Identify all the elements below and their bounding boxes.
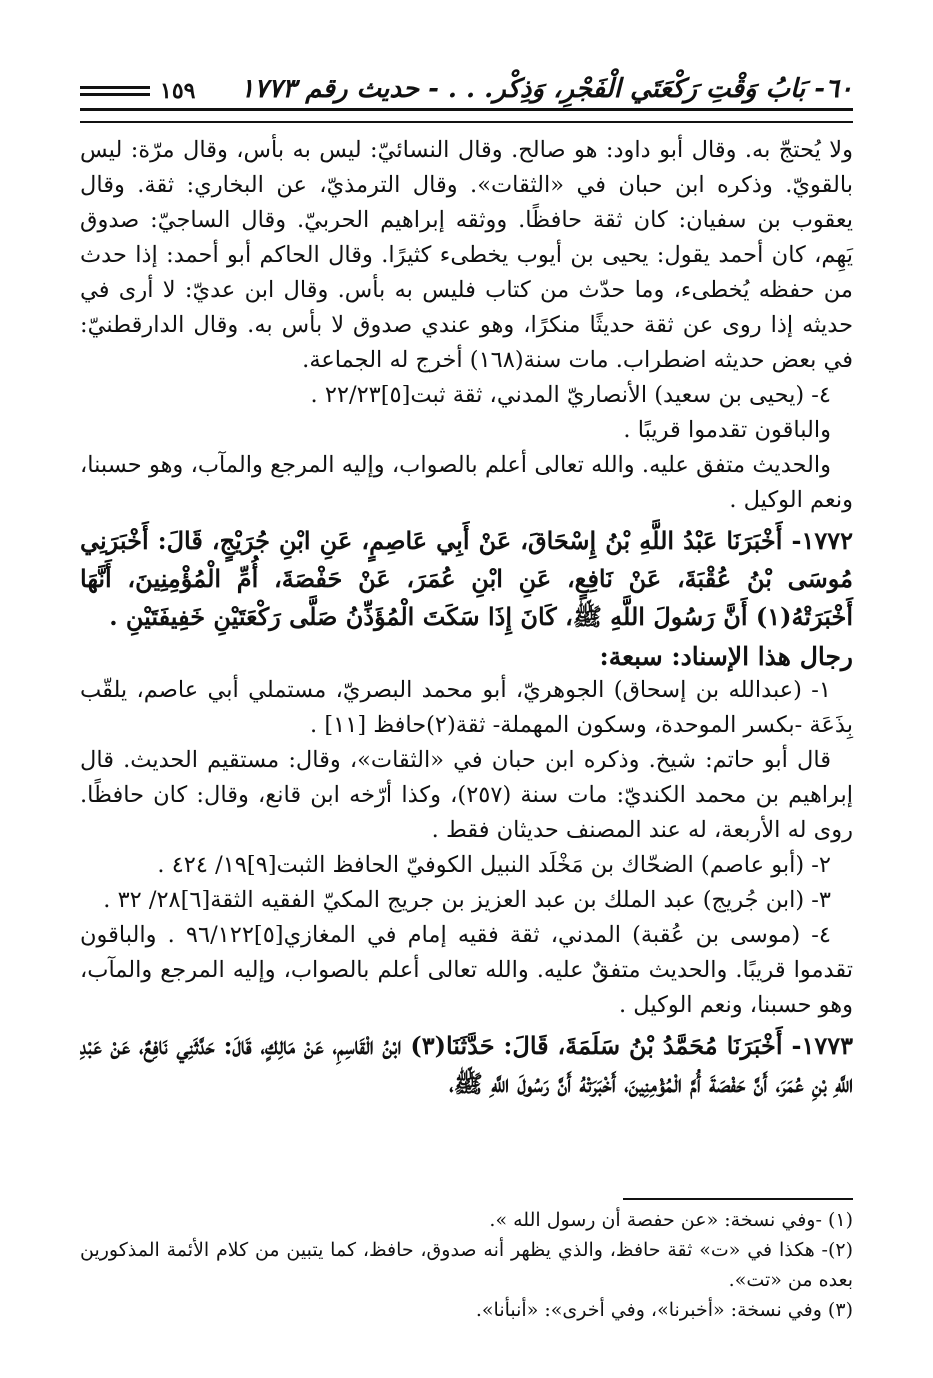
footnotes bbox=[80, 1205, 853, 1325]
narrator-entry-4: ٤- (يحيى بن سعيد) الأنصاريّ المدني، ثقة ثبت[٥]٢٢/٢٣ . bbox=[310, 382, 831, 408]
chapter-title: ٦٠- بَابُ وَقْتِ رَكْعَتَي الْفَجْرِ، وَذِكْر. . . - حديث رقم ١٧٧٣ bbox=[240, 74, 853, 104]
footnote-separator bbox=[623, 1198, 853, 1200]
footnote-2: (٢)- هكذا في «ت» ثقة حافظ، والذي يظهر أنه صدوق، حافظ، كما يتبين من كلام الأئمة المذكورين بعده من «تت». bbox=[80, 1239, 853, 1291]
narrator-entry-3: ٣- (ابن جُريج) عبد الملك بن عبد العزيز بن جريج المكيّ الفقيه الثقة[٦]٢٨/ ٣٢ . bbox=[103, 887, 831, 913]
paragraph-narrator-notes: ولا يُحتجّ به. وقال أبو داود: هو صالح. وقال النسائيّ: ليس به بأس، وقال مرّة: ليس بالقويّ. وذكره ابن حبان في «الثقات». وقال الترمذيّ، عن البخاري: ثقة. وقال يعقوب بن سفيان: كان ثقة حافظًا. ووثقه إبراهيم الحربيّ. وقال الساجيّ: صدوق يَهِم، كان أحمد يقول: يحيى بن أيوب يخطىء كثيرًا. وقال الحاكم أبو أحمد: إذا حدث من حفظه يُخطىء، وما حدّث من كتاب فليس به بأس. وقال ابن عديّ: لا أرى في حديثه إذا روى عن ثقة حديثًا منكرًا، وهو عندي صدوق لا بأس به. وقال الدارقطنيّ: في بعض حديثه اضطراب. مات سنة(١٦٨) أخرج له الجماعة. bbox=[80, 137, 853, 373]
narrator-entry-1-details: قال أبو حاتم: شيخ. وذكره ابن حبان في «الثقات»، وقال: مستقيم الحديث. قال إبراهيم بن محمد الكنديّ: مات سنة (٢٥٧)، وكذا أرّخه ابن قانع، وقال: كان حافظًا. روى له الأربعة، له عند المصنف حديثان فقط . bbox=[80, 747, 853, 843]
running-header bbox=[80, 62, 853, 104]
narrator-entry-4-musa: ٤- (موسى بن عُقبة) المدني، ثقة فقيه إمام في المغازي[٥]٩٦/١٢٢ . والباقون تقدموا قريبًا. والحديث متفقٌ عليه. والله تعالى أعلم بالصواب، وإليه المرجع والمآب، وهو حسبنا، ونعم الوكيل . bbox=[80, 922, 853, 1018]
header-rule bbox=[80, 108, 853, 111]
footnote-3: (٣) وفي نسخة: «أخبرنا»، وفي أخرى»: «أنبأنا». bbox=[475, 1299, 853, 1321]
remaining-narrators-note: والباقون تقدموا قريبًا . bbox=[623, 417, 831, 443]
hadith-agreement-note: والحديث متفق عليه. والله تعالى أعلم بالصواب، وإليه المرجع والمآب، وهو حسبنا، ونعم الوكيل . bbox=[80, 452, 853, 513]
footnote-1: (١) -وفي نسخة: «عن حفصة أن رسول الله ». bbox=[489, 1209, 853, 1231]
narrator-entry-1: ١- (عبدالله بن إسحاق) الجوهريّ، أبو محمد البصريّ، مستملي أبي عاصم، يلقّب بِذَعَة -بكسر الموحدة، وسكون المهملة- ثقة(٢)حافظ [١١] . bbox=[80, 677, 853, 738]
narrator-entry-2: ٢- (أبو عاصم) الضحّاك بن مَخْلَد النبيل الكوفيّ الحافظ الثبت[٩]١٩/ ٤٢٤ . bbox=[157, 852, 831, 878]
header-rule-thin bbox=[80, 121, 853, 123]
hadith-1772: ١٧٧٢- أَخْبَرَنَا عَبْدُ اللَّهِ بْنُ إِسْحَاقَ، عَنْ أَبِي عَاصِمٍ، عَنِ ابْنِ جُرَيْجٍ، قَالَ: أَخْبَرَنِي مُوسَى بْنُ عُقْبَةَ، عَنْ نَافِعٍ، عَنِ ابْنِ عُمَرَ، عَنْ حَفْصَةَ، أُمِّ الْمُؤْمِنِينَ، أَنَّهَا أَخْبَرَتْهُ(١) أَنَّ رَسُولَ اللَّهِ ﷺ، كَانَ إِذَا سَكَتَ الْمُؤَذِّنُ صَلَّى رَكْعَتَيْنِ خَفِيفَتَيْنِ . bbox=[80, 526, 853, 631]
section-heading: رجال هذا الإسناد: سبعة: bbox=[599, 642, 853, 671]
page-number-block bbox=[80, 78, 195, 104]
page-number-rules bbox=[80, 82, 150, 100]
hadith-1773: ١٧٧٣- أَخْبَرَنَا مُحَمَّدُ بْنُ سَلَمَةَ، قَالَ: حَدَّثَنَا(٣) ابْنُ الْقَاسِمِ، عَنْ مَالِكٍ، قَالَ: حَدَّثَنِي نَافِعٌ، عَنْ عَبْدِ اللَّهِ بْنِ عُمَرَ، أَنَّ حَفْصَةَ أُمَّ الْمُؤْمِنِينَ، أَخْبَرَتْهُ أَنَّ رَسُولَ اللَّهِ ﷺ، bbox=[80, 1031, 853, 1098]
page-number: ١٥٩ bbox=[160, 78, 196, 104]
